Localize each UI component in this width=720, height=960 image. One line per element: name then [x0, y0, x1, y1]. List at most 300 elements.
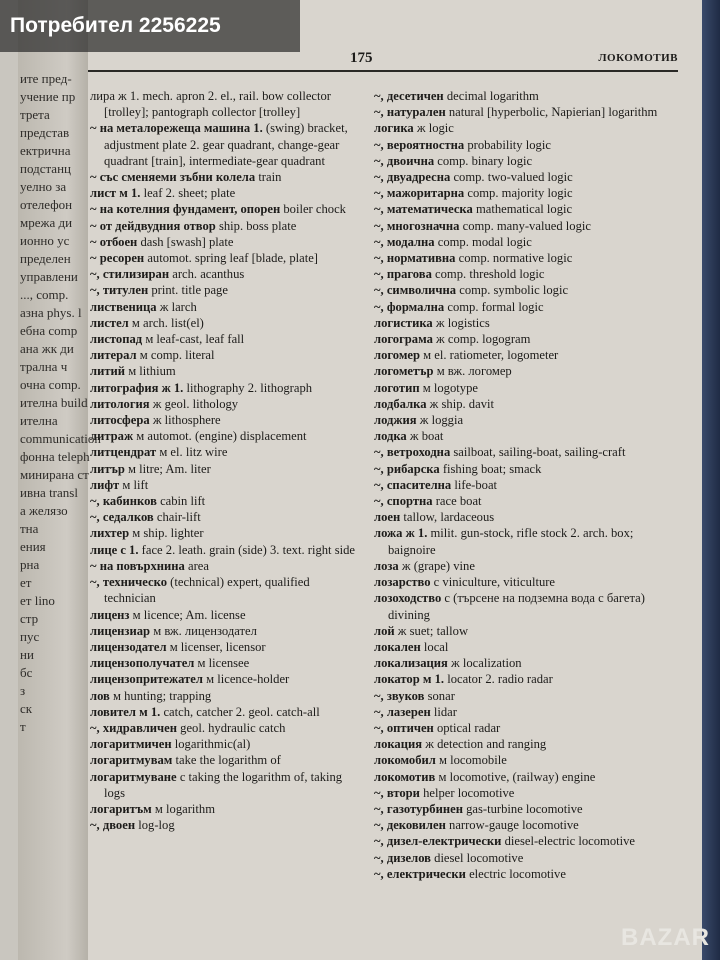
entry-headword: ~, двуадресна [374, 170, 451, 185]
dictionary-entry [374, 623, 674, 639]
dictionary-entry [90, 688, 360, 704]
facing-page-line: азна phys. l [20, 305, 82, 320]
entry-definition: diesel locomotive [434, 850, 524, 865]
entry-headword: ~, газотурбинен [374, 801, 463, 816]
entry-headword: ~, дизел-електрически [374, 834, 502, 849]
dictionary-entry [90, 120, 360, 169]
dictionary-entry [90, 185, 360, 201]
entry-definition: с (търсене на подземна вода с багета) divining [388, 591, 645, 622]
dictionary-entry [374, 801, 674, 817]
dictionary-entry [90, 234, 360, 250]
entry-headword: ~, хидравличен [90, 720, 177, 735]
dictionary-entry [374, 461, 674, 477]
facing-page-line: минирана ст [20, 467, 89, 482]
facing-page-line: мрежа ди [20, 215, 73, 230]
facing-page-line: учение пр [20, 89, 76, 104]
entry-headword: ~, дизелов [374, 850, 431, 865]
dictionary-entry [374, 120, 674, 136]
dictionary-entry [90, 412, 360, 428]
dictionary-entry [90, 801, 360, 817]
entry-definition: ж boat [409, 429, 444, 444]
entry-definition: leaf 2. sheet; plate [143, 186, 236, 201]
entry-headword: лозарство [374, 575, 431, 590]
facing-page-line: ебна comp [20, 323, 78, 338]
entry-headword: ~, дековилен [374, 818, 446, 833]
site-logo: BAZAR [621, 924, 710, 951]
entry-headword: логаритмувам [90, 753, 173, 768]
dictionary-entry [374, 558, 674, 574]
entry-definition: catch, catcher 2. geol. catch-all [163, 704, 320, 719]
entry-definition: electric locomotive [469, 866, 566, 881]
dictionary-entry [374, 477, 674, 493]
dictionary-entry [90, 752, 360, 768]
dictionary-entry [90, 736, 360, 752]
entry-definition: narrow-gauge locomotive [449, 818, 579, 833]
dictionary-entry [90, 444, 360, 460]
entry-definition: м locomotive, (railway) engine [438, 769, 596, 784]
entry-definition: tallow, lardaceous [403, 510, 495, 525]
dictionary-entry [374, 169, 674, 185]
entry-definition: logarithmic(al) [174, 737, 251, 752]
dictionary-entry [90, 201, 360, 217]
dictionary-entry [90, 574, 360, 606]
entry-definition: м licensee [197, 656, 250, 671]
dictionary-entry [374, 688, 674, 704]
entry-definition: ж ship. davit [429, 396, 494, 411]
facing-page-line: ектрична [20, 143, 71, 158]
facing-page-line: пределен [20, 251, 71, 266]
entry-definition: м automot. (engine) displacement [136, 429, 307, 444]
entry-headword: ~, техническо [90, 575, 168, 590]
facing-page-line: тна [20, 521, 39, 536]
entry-headword: лодбалка [374, 396, 427, 411]
entry-definition: ship. boss plate [218, 218, 297, 233]
facing-page-line: очна comp. [20, 377, 81, 392]
entry-headword: ~, вероятностна [374, 137, 465, 152]
dictionary-entry [90, 493, 360, 509]
entry-definition: м ship. lighter [132, 526, 204, 541]
entry-headword: ~, символична [374, 283, 457, 298]
entry-headword: ~, рибарска [374, 461, 440, 476]
entry-headword: ~, модална [374, 234, 435, 249]
entry-headword: ~, спортна [374, 494, 433, 509]
entry-definition: м el. litz wire [159, 445, 228, 460]
dictionary-entry [374, 736, 674, 752]
facing-page-line: з [20, 683, 26, 698]
entry-definition: ж logistics [435, 315, 490, 330]
dictionary-entry [90, 347, 360, 363]
entry-definition: sailboat, sailing-boat, sailing-craft [453, 445, 626, 460]
entry-headword: ~, кабинков [90, 494, 157, 509]
dictionary-entry [374, 412, 674, 428]
dictionary-entry [374, 444, 674, 460]
entry-headword: литий [90, 364, 126, 379]
dictionary-entry [374, 218, 674, 234]
entry-headword: ~, оптичен [374, 720, 434, 735]
entry-headword: ~, седалков [90, 510, 154, 525]
entry-headword: локален [374, 639, 421, 654]
entry-headword: логотип [374, 380, 420, 395]
facing-page-line: рна [20, 557, 40, 572]
dictionary-entry [90, 396, 360, 412]
entry-headword: ~ със сменяеми зъбни колела [90, 170, 256, 185]
facing-page-line: ивна transl [20, 485, 78, 500]
entry-definition: optical radar [436, 720, 501, 735]
dictionary-entry [374, 639, 674, 655]
entry-definition: ж localization [451, 656, 522, 671]
entry-headword: ~, двоен [90, 818, 136, 833]
entry-definition: comp. symbolic logic [459, 283, 569, 298]
entry-definition: milit. gun-stock, rifle stock 2. arch. box; baignoire [388, 526, 634, 557]
dictionary-entry [374, 428, 674, 444]
entry-definition: log-log [138, 818, 175, 833]
dictionary-entry [374, 752, 674, 768]
facing-page-line: фонна teleph [20, 449, 90, 464]
entry-definition: (swing) bracket, adjustment plate 2. gear quadrant, change-gear quadrant [train], intermediate-gear quadrant [104, 121, 348, 168]
entry-headword: локация [374, 737, 423, 752]
entry-headword: логомер [374, 348, 420, 363]
dictionary-entry [90, 671, 360, 687]
dictionary-entry [374, 315, 674, 331]
entry-headword: логаритъм [90, 801, 152, 816]
entry-definition: ж (grape) vine [401, 558, 475, 573]
entry-definition: sonar [427, 688, 455, 703]
dictionary-entry [374, 574, 674, 590]
entry-definition: dash [swash] plate [140, 234, 234, 249]
entry-headword: ~, лазерен [374, 704, 431, 719]
entry-headword: ~, звуков [374, 688, 425, 703]
dictionary-entry [374, 493, 674, 509]
entry-headword: ~ на повърхнина [90, 558, 185, 573]
entry-headword: ложа ж 1. [374, 526, 428, 541]
dictionary-entry [374, 331, 674, 347]
entry-definition: lidar [433, 704, 457, 719]
dictionary-entry [374, 769, 674, 785]
dictionary-entry [374, 282, 674, 298]
dictionary-entry [90, 461, 360, 477]
facing-page-line: управлени [20, 269, 78, 284]
facing-page-line: ана жк ди [20, 341, 74, 356]
entry-headword: логограма [374, 332, 433, 347]
entry-definition: ж geol. lithology [152, 396, 239, 411]
dictionary-entry [374, 250, 674, 266]
facing-page-line: пус [20, 629, 40, 644]
entry-definition: helper locomotive [423, 785, 515, 800]
dictionary-entry [374, 720, 674, 736]
entry-headword: лист м 1. [90, 186, 141, 201]
entry-headword: лодка [374, 429, 407, 444]
dictionary-entry [374, 590, 674, 622]
entry-definition: locator 2. radio radar [447, 672, 553, 687]
dictionary-entry [90, 88, 360, 120]
dictionary-entry [374, 380, 674, 396]
entry-definition: с viniculture, viticulture [433, 575, 556, 590]
entry-headword: лов [90, 688, 110, 703]
dictionary-entry [90, 558, 360, 574]
header-rule [88, 70, 678, 72]
entry-headword: литосфера [90, 413, 150, 428]
facing-page-line: ения [20, 539, 46, 554]
dictionary-entry [374, 185, 674, 201]
facing-page-line: бс [20, 665, 33, 680]
entry-definition: boiler chock [283, 202, 346, 217]
entry-headword: литерал [90, 348, 137, 363]
dictionary-entry [90, 363, 360, 379]
entry-headword: ~, ветроходна [374, 445, 451, 460]
entry-headword: ~, многозначна [374, 218, 460, 233]
dictionary-entry [90, 704, 360, 720]
entry-headword: лозоходство [374, 591, 442, 606]
entry-headword: логаритмуване [90, 769, 177, 784]
entry-headword: лоен [374, 510, 401, 525]
entry-headword: литцендрат [90, 445, 157, 460]
dictionary-entry [374, 833, 674, 849]
facing-page-line: отелефон [20, 197, 73, 212]
dictionary-entry [374, 850, 674, 866]
entry-headword: литография ж 1. [90, 380, 184, 395]
entry-definition: print. title page [151, 283, 228, 298]
entry-definition: м licence-holder [206, 672, 290, 687]
entry-headword: листел [90, 315, 129, 330]
entry-headword: ~, титулен [90, 283, 149, 298]
entry-headword: ~, нормативна [374, 251, 456, 266]
dictionary-entry [90, 428, 360, 444]
entry-headword: ~ на котелния фундамент, опорен [90, 202, 281, 217]
dictionary-entry [374, 655, 674, 671]
dictionary-entry [90, 380, 360, 396]
dictionary-entry [374, 347, 674, 363]
entry-definition: ж logic [416, 121, 454, 136]
entry-definition: automot. spring leaf [blade, plate] [147, 251, 318, 266]
dictionary-entry [90, 655, 360, 671]
entry-definition: chair-lift [156, 510, 201, 525]
entry-definition: м lithium [128, 364, 176, 379]
dictionary-entry [374, 88, 674, 104]
book-spine [702, 0, 720, 960]
dictionary-entry [374, 396, 674, 412]
entry-headword: ~, натурален [374, 105, 446, 120]
facing-page-line: ск [20, 701, 33, 716]
left-column [90, 88, 360, 833]
entry-headword: логистика [374, 315, 433, 330]
dictionary-entry [90, 299, 360, 315]
dictionary-entry [90, 525, 360, 541]
entry-definition: comp. threshold logic [435, 267, 545, 282]
facing-page-line: ителна build [20, 395, 88, 410]
dictionary-entry [374, 785, 674, 801]
entry-definition: ж comp. logogram [436, 332, 531, 347]
entry-headword: локатор м 1. [374, 672, 445, 687]
entry-definition: м вж. логомер [436, 364, 512, 379]
entry-definition: comp. two-valued logic [453, 170, 573, 185]
entry-definition: cabin lift [160, 494, 206, 509]
entry-definition: м licenser, licensor [169, 639, 266, 654]
entry-headword: лицензополучател [90, 656, 195, 671]
facing-page-line: подстанц [20, 161, 71, 176]
dictionary-entry [374, 817, 674, 833]
entry-definition: probability logic [467, 137, 551, 152]
dictionary-entry [90, 477, 360, 493]
entry-definition: race boat [435, 494, 482, 509]
entry-definition: decimal logarithm [446, 89, 539, 103]
entry-definition: м hunting; trapping [113, 688, 212, 703]
entry-definition: ж detection and ranging [425, 737, 547, 752]
dictionary-entry [90, 542, 360, 558]
entry-headword: листопад [90, 332, 143, 347]
entry-definition: м lift [122, 477, 149, 492]
dictionary-entry [90, 769, 360, 801]
entry-definition: train [258, 170, 282, 185]
entry-headword: лицензопритежател [90, 672, 203, 687]
entry-headword: лихтер [90, 526, 130, 541]
entry-headword: ~, спасителна [374, 477, 452, 492]
facing-page-line: а желязо [20, 503, 68, 518]
dictionary-entry [90, 607, 360, 623]
entry-definition: м licence; Am. license [132, 607, 246, 622]
dictionary-entry [90, 315, 360, 331]
entry-definition: ж loggia [419, 413, 464, 428]
entry-headword: лицензодател [90, 639, 167, 654]
dictionary-entry [374, 671, 674, 687]
entry-headword: ~, математическа [374, 202, 473, 217]
entry-headword: логаритмичен [90, 737, 172, 752]
entry-headword: лице с 1. [90, 542, 139, 557]
entry-headword: локализация [374, 656, 448, 671]
entry-definition: local [423, 639, 449, 654]
dictionary-entry [90, 250, 360, 266]
entry-headword: ~, двоична [374, 153, 435, 168]
entry-definition: лира ж 1. mech. apron 2. el., rail. bow collector [trolley]; pantograph collector [trolley] [90, 89, 331, 120]
entry-definition: gas-turbine locomotive [466, 801, 583, 816]
dictionary-entry [374, 234, 674, 250]
right-column [374, 88, 674, 882]
entry-definition: comp. formal logic [447, 299, 544, 314]
entry-headword: лоза [374, 558, 399, 573]
dictionary-entry [90, 169, 360, 185]
dictionary-entry [374, 153, 674, 169]
dictionary-entry [374, 201, 674, 217]
entry-headword: литология [90, 396, 150, 411]
entry-definition: м вж. лицензодател [153, 623, 257, 638]
entry-headword: ~, десетичен [374, 89, 444, 103]
entry-headword: ~ на металорежеща машина 1. [90, 121, 263, 136]
entry-definition: м litre; Am. liter [128, 461, 211, 476]
dictionary-entry [374, 363, 674, 379]
entry-headword: литър [90, 461, 125, 476]
facing-page-line: ителна [20, 413, 58, 428]
facing-page-line: ите пред- [20, 71, 72, 86]
entry-definition: м arch. list(el) [131, 315, 204, 330]
entry-headword: лиственица [90, 299, 157, 314]
dictionary-entry [374, 266, 674, 282]
entry-headword: логометър [374, 364, 434, 379]
entry-headword: лой [374, 623, 395, 638]
entry-definition: м logotype [422, 380, 478, 395]
entry-definition: comp. normative logic [458, 251, 573, 266]
entry-definition: comp. modal logic [437, 234, 532, 249]
entry-headword: литраж [90, 429, 134, 444]
entry-definition: м leaf-cast, leaf fall [145, 332, 245, 347]
running-head: ЛОКОМОТИВ [598, 52, 678, 64]
entry-definition: diesel-electric locomotive [504, 834, 636, 849]
facing-page-line: ни [20, 647, 34, 662]
facing-page-line: трета [20, 107, 50, 122]
entry-headword: ~, прагова [374, 267, 432, 282]
dictionary-entry [374, 137, 674, 153]
entry-definition: ж suet; tallow [397, 623, 469, 638]
entry-definition: comp. many-valued logic [462, 218, 591, 233]
dictionary-page [18, 0, 720, 960]
entry-definition: natural [hyperbolic, Napierian] logarithm [448, 105, 658, 120]
entry-headword: ~ ресорен [90, 251, 145, 266]
dictionary-entry [90, 282, 360, 298]
facing-page-line: стр [20, 611, 39, 626]
facing-page-line: communication [20, 431, 101, 446]
entry-definition: face 2. leath. grain (side) 3. text. right side [141, 542, 355, 557]
facing-page-line: ет linо [20, 593, 55, 608]
facing-page-line: уелно за [20, 179, 67, 194]
entry-definition: (technical) expert, qualified technician [104, 575, 310, 606]
page-number: 175 [350, 50, 373, 66]
entry-definition: ж lithosphere [152, 413, 221, 428]
dictionary-entry [90, 218, 360, 234]
entry-headword: ~, мажоритарна [374, 186, 465, 201]
dictionary-entry [90, 331, 360, 347]
entry-definition: с taking the logarithm of, taking logs [104, 769, 343, 800]
dictionary-entry [90, 720, 360, 736]
facing-page-line: трална ч [20, 359, 68, 374]
entry-headword: лицензиар [90, 623, 151, 638]
dictionary-entry [374, 299, 674, 315]
dictionary-entry [374, 866, 674, 882]
entry-headword: лоджия [374, 413, 417, 428]
user-watermark: Потребител 2256225 [0, 0, 300, 52]
entry-definition: lithography 2. lithograph [186, 380, 313, 395]
entry-definition: ж larch [159, 299, 197, 314]
facing-page-line: ..., comp. [20, 287, 69, 302]
entry-headword: ~, стилизиран [90, 267, 170, 282]
entry-headword: лифт [90, 477, 120, 492]
entry-definition: м comp. literal [139, 348, 215, 363]
entry-headword: ~ от дейдвудния отвор [90, 218, 216, 233]
entry-headword: ~, електрически [374, 866, 466, 881]
entry-definition: area [188, 558, 209, 573]
entry-definition: comp. binary logic [437, 153, 533, 168]
entry-definition: life-boat [454, 477, 498, 492]
facing-page-line: ет [20, 575, 32, 590]
entry-headword: ~ отбоен [90, 234, 138, 249]
dictionary-entry [374, 104, 674, 120]
dictionary-entry [374, 704, 674, 720]
entry-definition: fishing boat; smack [442, 461, 542, 476]
entry-headword: локомотив [374, 769, 436, 784]
entry-headword: ловител м 1. [90, 704, 161, 719]
dictionary-entry [90, 623, 360, 639]
dictionary-entry [374, 509, 674, 525]
entry-definition: м logarithm [154, 801, 215, 816]
dictionary-entry [90, 509, 360, 525]
entry-definition: mathematical logic [475, 202, 573, 217]
entry-headword: ~, втори [374, 785, 420, 800]
entry-definition: м locomobile [439, 753, 507, 768]
entry-headword: лиценз [90, 607, 130, 622]
entry-definition: comp. majority logic [467, 186, 573, 201]
entry-headword: ~, формална [374, 299, 445, 314]
dictionary-entry [90, 817, 360, 833]
dictionary-entry [374, 525, 674, 557]
facing-page-line: т [20, 719, 26, 734]
dictionary-entry [90, 639, 360, 655]
